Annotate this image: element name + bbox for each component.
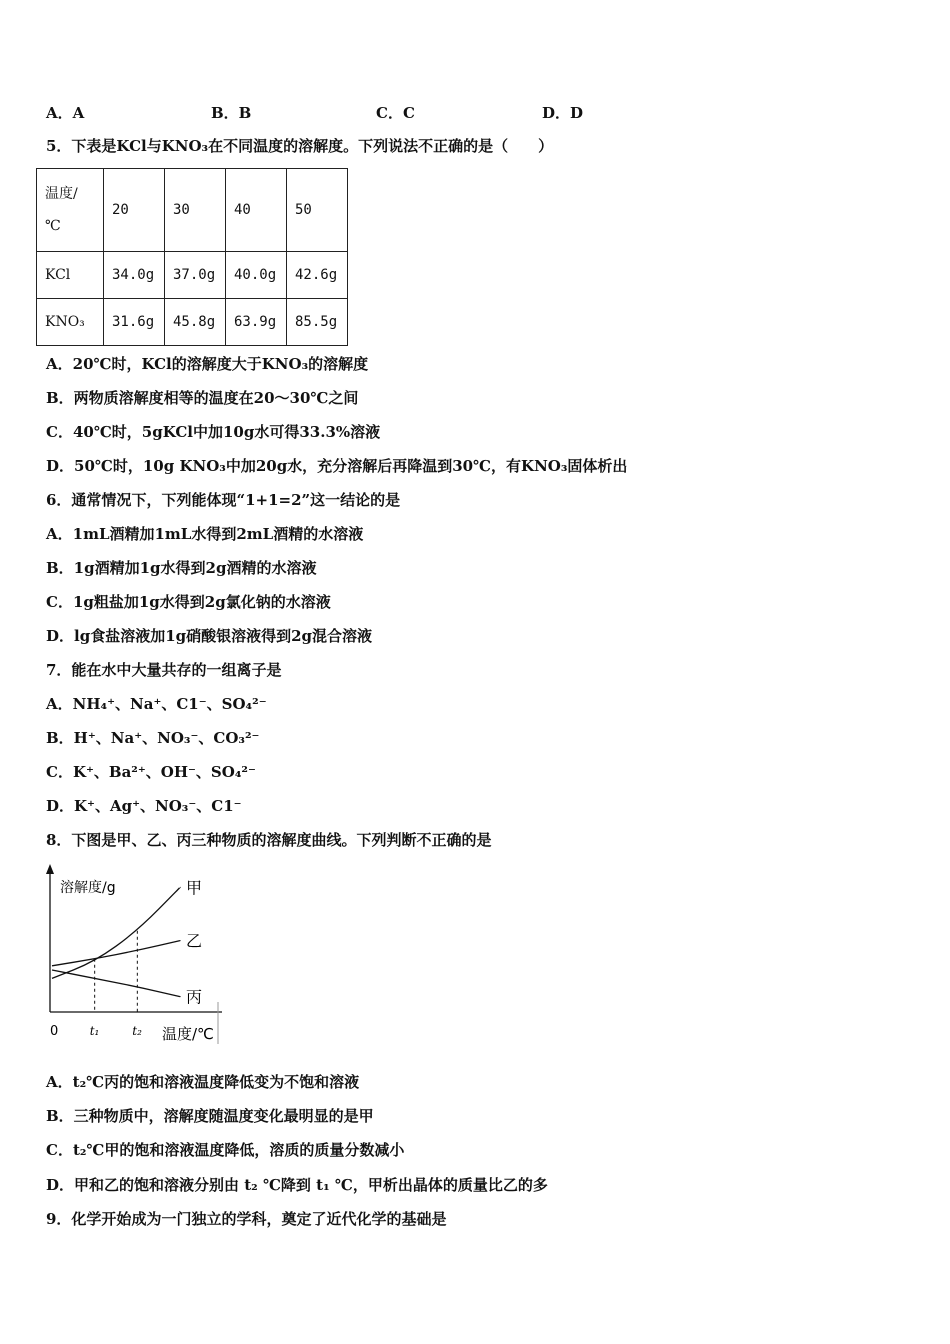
x-tick-t1: t₁ (89, 1024, 100, 1038)
q5-option-b: B．两物质溶解度相等的温度在20～30℃之间 (46, 389, 359, 407)
series-bing-curve (52, 970, 180, 997)
q6-stem: 6．通常情况下，下列能体现“1+1=2”这一结论的是 (46, 491, 401, 509)
q6-option-d: D．lg食盐溶液加1g硝酸银溶液得到2g混合溶液 (46, 627, 373, 645)
q7-option-a: A．NH₄⁺、Na⁺、C1⁻、SO₄²⁻ (46, 695, 267, 713)
value-cell: 45.8g (165, 299, 226, 346)
substance-name: KCl (37, 252, 104, 299)
value-cell: 37.0g (165, 252, 226, 299)
series-yi-label: 乙 (186, 931, 203, 951)
q9-stem: 9．化学开始成为一门独立的学科，奠定了近代化学的基础是 (46, 1210, 447, 1228)
value-cell: 42.6g (287, 252, 348, 299)
temperature-header: 温度/ ℃ (37, 169, 104, 252)
q7-option-c: C．K⁺、Ba²⁺、OH⁻、SO₄²⁻ (46, 763, 256, 781)
x-axis-label: 温度/℃ (162, 1025, 214, 1043)
table-row (37, 299, 348, 346)
value-cell: 85.5g (287, 299, 348, 346)
q6-option-b: B．1g酒精加1g水得到2g酒精的水溶液 (46, 559, 317, 577)
table-row (37, 169, 348, 252)
temp-cell: 20 (104, 169, 165, 252)
q8-option-b: B．三种物质中，溶解度随温度变化最明显的是甲 (46, 1107, 374, 1125)
value-cell: 31.6g (104, 299, 165, 346)
value-cell: 63.9g (226, 299, 287, 346)
solubility-curve-chart (40, 862, 230, 1048)
temp-cell: 30 (165, 169, 226, 252)
q7-option-d: D．K⁺、Ag⁺、NO₃⁻、C1⁻ (46, 797, 242, 815)
q6-option-a: A．1mL酒精加1mL水得到2mL酒精的水溶液 (46, 525, 364, 543)
table-row (37, 252, 348, 299)
value-cell: 40.0g (226, 252, 287, 299)
q8-option-a: A．t₂℃丙的饱和溶液温度降低变为不饱和溶液 (46, 1073, 360, 1091)
x-tick-t2: t₂ (132, 1024, 142, 1038)
series-bing-label: 丙 (186, 987, 203, 1007)
value-cell: 34.0g (104, 252, 165, 299)
series-jia-curve (52, 887, 180, 978)
q7-option-b: B．H⁺、Na⁺、NO₃⁻、CO₃²⁻ (46, 729, 260, 747)
series-yi-curve (52, 941, 180, 966)
q5-stem: 5．下表是KCl与KNO₃在不同温度的溶解度。下列说法不正确的是（ ） (46, 137, 554, 155)
option-d: D．D (542, 104, 584, 122)
option-b: B．B (211, 104, 252, 122)
q5-option-d: D．50℃时，10g KNO₃中加20g水，充分溶解后再降温到30℃，有KNO₃固体析出 (46, 457, 628, 475)
solubility-table (36, 168, 348, 346)
origin-label: 0 (50, 1024, 59, 1039)
q8-stem: 8．下图是甲、乙、丙三种物质的溶解度曲线。下列判断不正确的是 (46, 831, 492, 849)
temp-cell: 40 (226, 169, 287, 252)
option-c: C．C (376, 104, 415, 122)
y-axis-label: 溶解度/g (60, 880, 116, 896)
substance-name: KNO₃ (37, 299, 104, 346)
q5-option-c: C．40℃时，5gKCl中加10g水可得33.3%溶液 (46, 423, 381, 441)
q8-option-c: C．t₂℃甲的饱和溶液温度降低，溶质的质量分数减小 (46, 1141, 405, 1159)
series-jia-label: 甲 (186, 878, 203, 898)
q8-option-d: D．甲和乙的饱和溶液分别由 t₂ ℃降到 t₁ ℃，甲析出晶体的质量比乙的多 (46, 1176, 548, 1194)
q6-option-c: C．1g粗盐加1g水得到2g氯化钠的水溶液 (46, 593, 331, 611)
temp-cell: 50 (287, 169, 348, 252)
q7-stem: 7．能在水中大量共存的一组离子是 (46, 661, 282, 679)
option-a: A．A (46, 104, 85, 122)
q5-option-a: A．20℃时，KCl的溶解度大于KNO₃的溶解度 (46, 355, 369, 373)
